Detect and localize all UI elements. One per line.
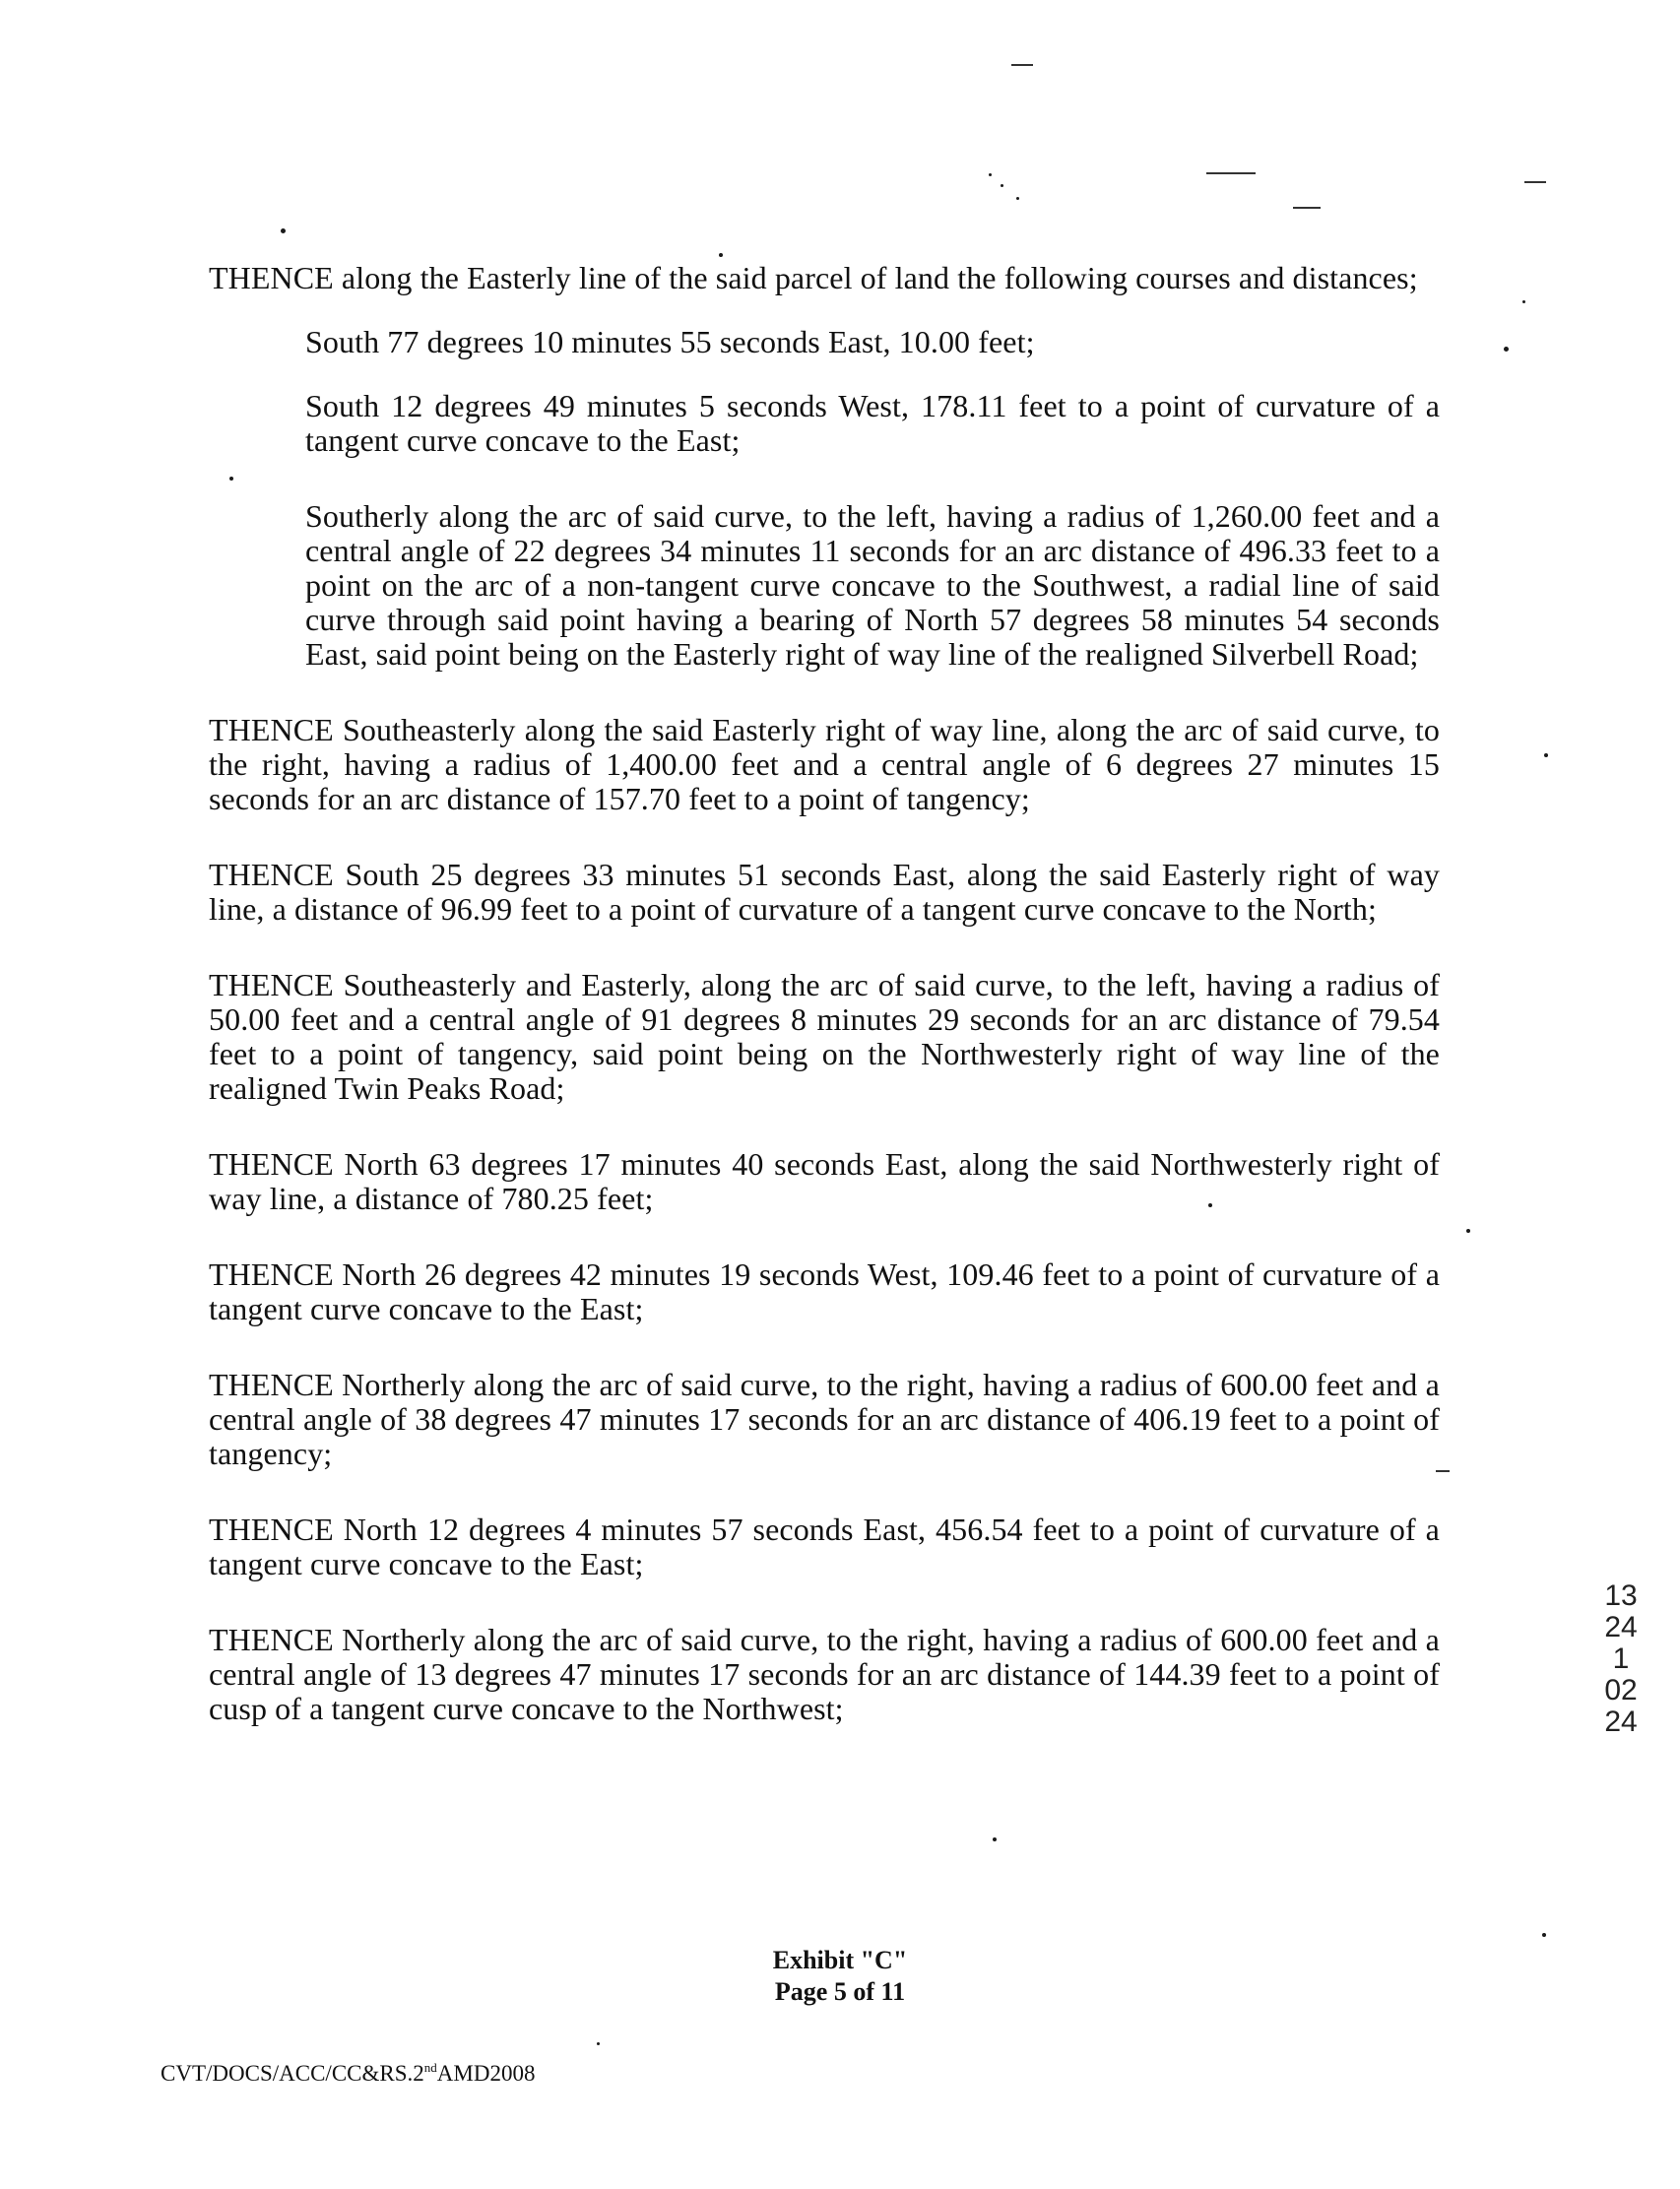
exhibit-label: Exhibit "C": [772, 1946, 908, 1974]
scan-mark: [1524, 181, 1546, 183]
legal-description: [209, 261, 1440, 1768]
paragraph-thence-north-12: THENCE North 12 degrees 4 minutes 57 seconds East, 456.54 feet to a point of curvature of a tangent curve concave to the East;: [209, 1512, 1440, 1581]
paragraph-course-3: Southerly along the arc of said curve, to the left, having a radius of 1,260.00 feet and a central angle of 22 degrees 34 minutes 11 seconds for an arc distance of 496.33 feet to a point on the arc of a non-tangent curve concave to the Southwest, a radial line of said curve through said point having a bearing of North 57 degrees 58 minutes 54 seconds East, said point being on the Easterly right of way line of the realigned Silverbell Road;: [305, 498, 1440, 672]
paragraph-course-2: South 12 degrees 49 minutes 5 seconds West, 178.11 feet to a point of curvature of a tangent curve concave to the East;: [305, 388, 1440, 458]
scan-mark: [1011, 64, 1033, 66]
recording-stamp: 13241 0224: [1604, 1579, 1638, 1738]
document-reference-superscript: nd: [423, 2060, 437, 2075]
paragraph-thence-northerly-2: THENCE Northerly along the arc of said curve, to the right, having a radius of 600.00 feet and a central angle of 13 degrees 47 minutes 17 seconds for an arc distance of 144.39 feet to a point of cusp of a tangent curve concave to the Northwest;: [209, 1622, 1440, 1726]
paragraph-thence-north-26: THENCE North 26 degrees 42 minutes 19 seconds West, 109.46 feet to a point of curvature of a tangent curve concave to the East;: [209, 1256, 1440, 1326]
paragraph-thence-easterly-line: THENCE along the Easterly line of the said parcel of land the following courses and distances;: [209, 260, 1418, 295]
document-reference-prefix: CVT/DOCS/ACC/CC&RS.2: [161, 2061, 424, 2086]
page-number: Page 5 of 11: [774, 1977, 906, 2006]
paragraph-thence-northerly-1: THENCE Northerly along the arc of said curve, to the right, having a radius of 600.00 feet and a central angle of 38 degrees 47 minutes 17 seconds for an arc distance of 406.19 feet to a point of tangency;: [209, 1367, 1440, 1471]
scan-mark: [1206, 172, 1256, 174]
paragraph-thence-north-63: THENCE North 63 degrees 17 minutes 40 seconds East, along the said Northwesterly right of way line, a distance of 780.25 feet;: [209, 1146, 1440, 1216]
exhibit-footer: [0, 1945, 1680, 2008]
document-reference: [161, 2060, 535, 2088]
paragraph-thence-southeasterly: THENCE Southeasterly along the said Easterly right of way line, along the arc of said curve, to the right, having a radius of 1,400.00 feet and a central angle of 6 degrees 27 minutes 15 seconds for an arc distance of 157.70 feet to a point of tangency;: [209, 712, 1440, 816]
paragraph-course-1: South 77 degrees 10 minutes 55 seconds East, 10.00 feet;: [305, 324, 1035, 359]
paragraph-thence-south-25: THENCE South 25 degrees 33 minutes 51 seconds East, along the said Easterly right of way line, a distance of 96.99 feet to a point of curvature of a tangent curve concave to the North;: [209, 857, 1440, 927]
paragraph-thence-southeasterly-easterly: THENCE Southeasterly and Easterly, along the arc of said curve, to the left, having a radius of 50.00 feet and a central angle of 91 degrees 8 minutes 29 seconds for an arc distance of 79.54 feet to a point of tangency, said point being on the Northwesterly right of way line of the realigned Twin Peaks Road;: [209, 967, 1440, 1106]
scan-mark: [1293, 207, 1321, 209]
document-reference-suffix: AMD2008: [436, 2061, 536, 2086]
